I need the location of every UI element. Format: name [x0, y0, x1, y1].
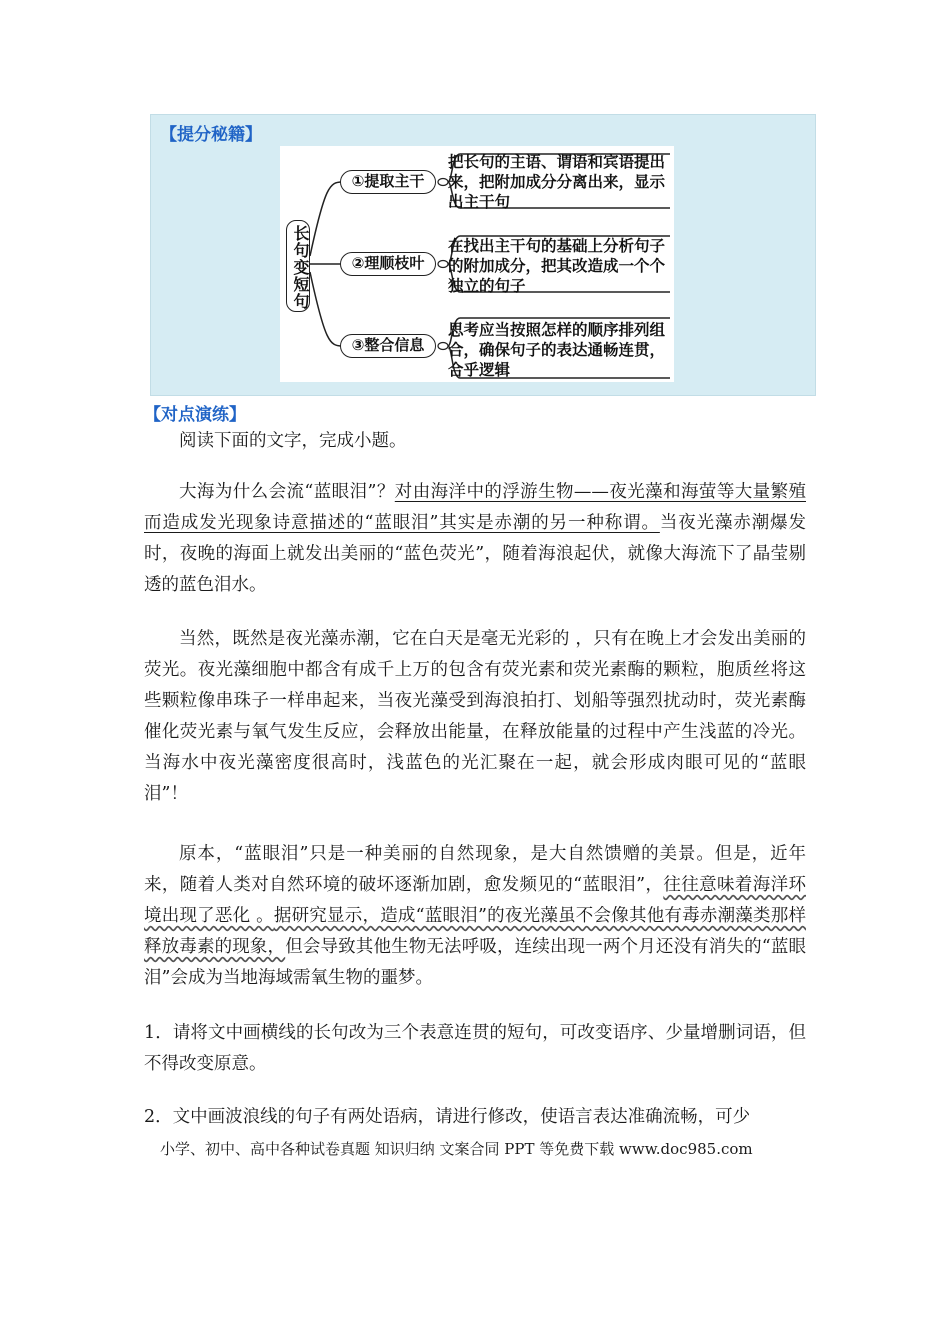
tip-title: 【提分秘籍】 [160, 125, 262, 145]
footer-text: 小学、初中、高中各种试卷真题 知识归纳 文案合同 PPT 等免费下载 www.doc985.com [160, 1140, 753, 1158]
root-node: 长句变短句 [286, 220, 310, 312]
leaf-integrate-info: 思考应当按照怎样的顺序排列组合，确保句子的表达通畅连贯，合乎逻辑 [448, 321, 666, 379]
leaf-sort-branches: 在找出主干句的基础上分析句子的附加成分，把其改造成一个个独立的句子 [448, 237, 666, 295]
p3-tail: 但会导致其他生物无法呼吸，连续出现一两个月还没有消失的“蓝眼泪”会成为当地海域需氧生物的噩梦。 [144, 937, 806, 988]
p1-tail: 当夜光藻赤潮爆发时，夜晚的海面上就发出美丽的“蓝色荧光”，随着海浪起伏，就像大海流下了晶莹剔透的蓝色泪水。 [144, 513, 806, 595]
p1-lead: 大海为什么会流“蓝眼泪”？ [179, 482, 395, 502]
long-to-short-diagram [280, 146, 674, 382]
branch-integrate-info: ③整合信息 [340, 334, 436, 358]
question-1: 1．请将文中画横线的长句改为三个表意连贯的短句，可改变语序、少量增删词语，但不得改变原意。 [144, 1023, 806, 1074]
instruction: 阅读下面的文字，完成小题。 [179, 431, 407, 451]
branch-sort-branches: ②理顺枝叶 [340, 252, 436, 276]
p3-lead: 原本，“蓝眼泪”只是一种美丽的自然现象，是大自然馈赠的美景。但是，近年来，随着人类对自然环境的破坏逐渐加剧，愈发频见的“蓝眼泪”， [144, 844, 806, 895]
paragraph-1 [144, 477, 806, 601]
wavy-sentence-2: 据研究显示，造成“蓝眼泪”的夜光藻虽不会像其他有毒赤潮藻类那样释放毒素的现象， [144, 906, 806, 957]
underlined-long-sentence: 对由海洋中的浮游生物——夜光藻和海萤等大量繁殖而造成发光现象诗意描述的“蓝眼泪”其实是赤潮的另一种称谓。 [144, 482, 806, 533]
wavy-sentence-1: 往往意味着海洋环境出现了恶化 。 [144, 875, 806, 926]
paragraph-2: 当然，既然是夜光藻赤潮，它在白天是毫无光彩的 ，只有在晚上才会发出美丽的荧光。夜光藻细胞中都含有成千上万的包含有荧光素和荧光素酶的颗粒，胞质丝将这些颗粒像串珠子一样串起来，当夜光藻受到海浪拍打、划船等强烈扰动时，荧光素酶催化荧光素与氧气发生反应，会释放出能量，在释放能量的过程中产生浅蓝的冷光。当海水中夜光藻密度很高时，浅蓝色的光汇聚在一起，就会形成肉眼可见的“蓝眼泪”！ [144, 629, 806, 804]
leaf-extract-trunk: 把长句的主语、谓语和宾语提出来，把附加成分分离出来，显示出主干句 [448, 153, 666, 211]
question-2: 2．文中画波浪线的句子有两处语病，请进行修改，使语言表达准确流畅，可少 [144, 1107, 751, 1127]
branch-extract-trunk: ①提取主干 [340, 170, 436, 194]
practice-title: 【对点演练】 [144, 405, 246, 425]
paragraph-3 [144, 839, 806, 994]
